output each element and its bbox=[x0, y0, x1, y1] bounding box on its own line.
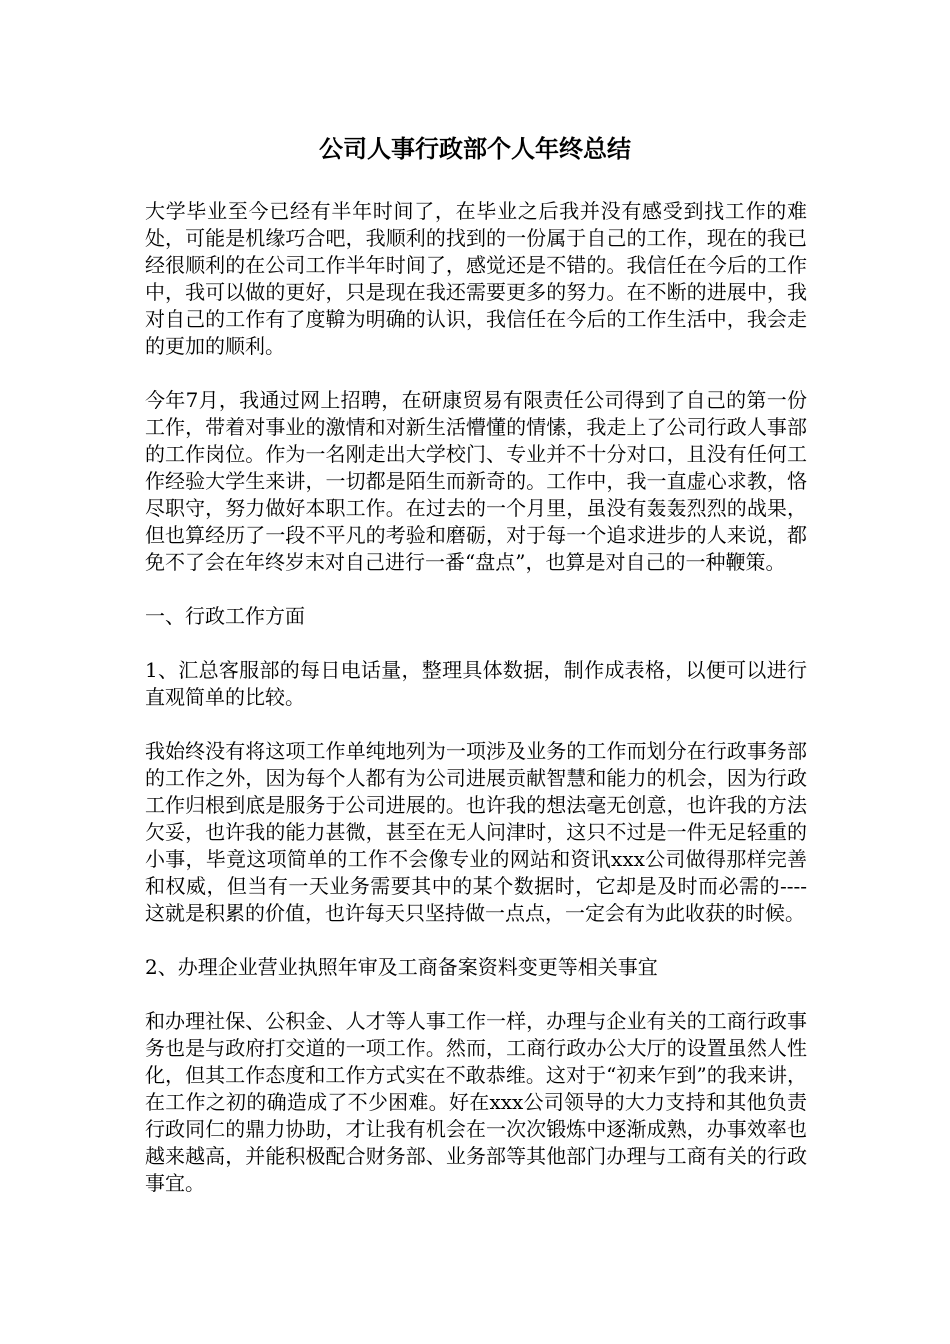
paragraph-business-affairs: 和办理社保、公积金、人才等人事工作一样，办理与企业有关的工商行政事务也是与政府打交道的一项工作。然而，工商行政办公大厅的设置虽然人性化，但其工作态度和工作方式实在不敢恭维。这对于“初来乍到”的我来讲，在工作之初的确造成了不少困难。好在xxx公司领导的大力支持和其他负责行政同仁的鼎力协助，才让我有机会在一次次锻炼中逐渐成熟，办事效率也越来越高，并能积极配合财务部、业务部等其他部门办理与工商有关的行政事宜。 bbox=[145, 1009, 807, 1195]
section-heading-admin: 一、行政工作方面 bbox=[145, 604, 305, 628]
item-heading-1: 1、汇总客服部的每日电话量，整理具体数据，制作成表格，以便可以进行直观简单的比较。 bbox=[145, 658, 807, 709]
item-heading-2: 2、办理企业营业执照年审及工商备案资料变更等相关事宜 bbox=[145, 955, 658, 979]
paragraph-first-job: 今年7月，我通过网上招聘，在研康贸易有限责任公司得到了自己的第一份工作，带着对事业的激情和对新生活懵懂的情愫，我走上了公司行政人事部的工作岗位。作为一名刚走出大学校门、专业并不十分对口，且没有任何工作经验大学生来讲，一切都是陌生而新奇的。工作中，我一直虚心求教，恪尽职守，努力做好本职工作。在过去的一个月里，虽没有轰轰烈烈的战果，但也算经历了一段不平凡的考验和磨砺，对于每一个追求进步的人来说，都免不了会在年终岁末对自己进行一番“盘点”，也算是对自己的一种鞭策。 bbox=[145, 388, 807, 574]
document-title: 公司人事行政部个人年终总结 bbox=[319, 134, 631, 163]
paragraph-data-collection: 我始终没有将这项工作单纯地列为一项涉及业务的工作而划分在行政事务部的工作之外，因为每个人都有为公司进展贡献智慧和能力的机会，因为行政工作归根到底是服务于公司进展的。也许我的想法毫无创意，也许我的方法欠妥，也许我的能力甚微，甚至在无人问津时，这只不过是一件无足轻重的小事，毕竟这项简单的工作不会像专业的网站和资讯xxx公司做得那样完善和权威，但当有一天业务需要其中的某个数据时，它却是及时而必需的----这就是积累的价值，也许每天只坚持做一点点，一定会有为此收获的时候。 bbox=[145, 739, 807, 925]
paragraph-intro: 大学毕业至今已经有半年时间了，在毕业之后我并没有感受到找工作的难处，可能是机缘巧合吧，我顺利的找到的一份属于自己的工作，现在的我已经很顺利的在公司工作半年时间了，感觉还是不错的。我信任在今后的工作中，我可以做的更好，只是现在我还需要更多的努力。在不断的进展中，我对自己的工作有了度鞥为明确的认识，我信任在今后的工作生活中，我会走的更加的顺利。 bbox=[145, 199, 807, 358]
document-body bbox=[145, 198, 807, 1224]
